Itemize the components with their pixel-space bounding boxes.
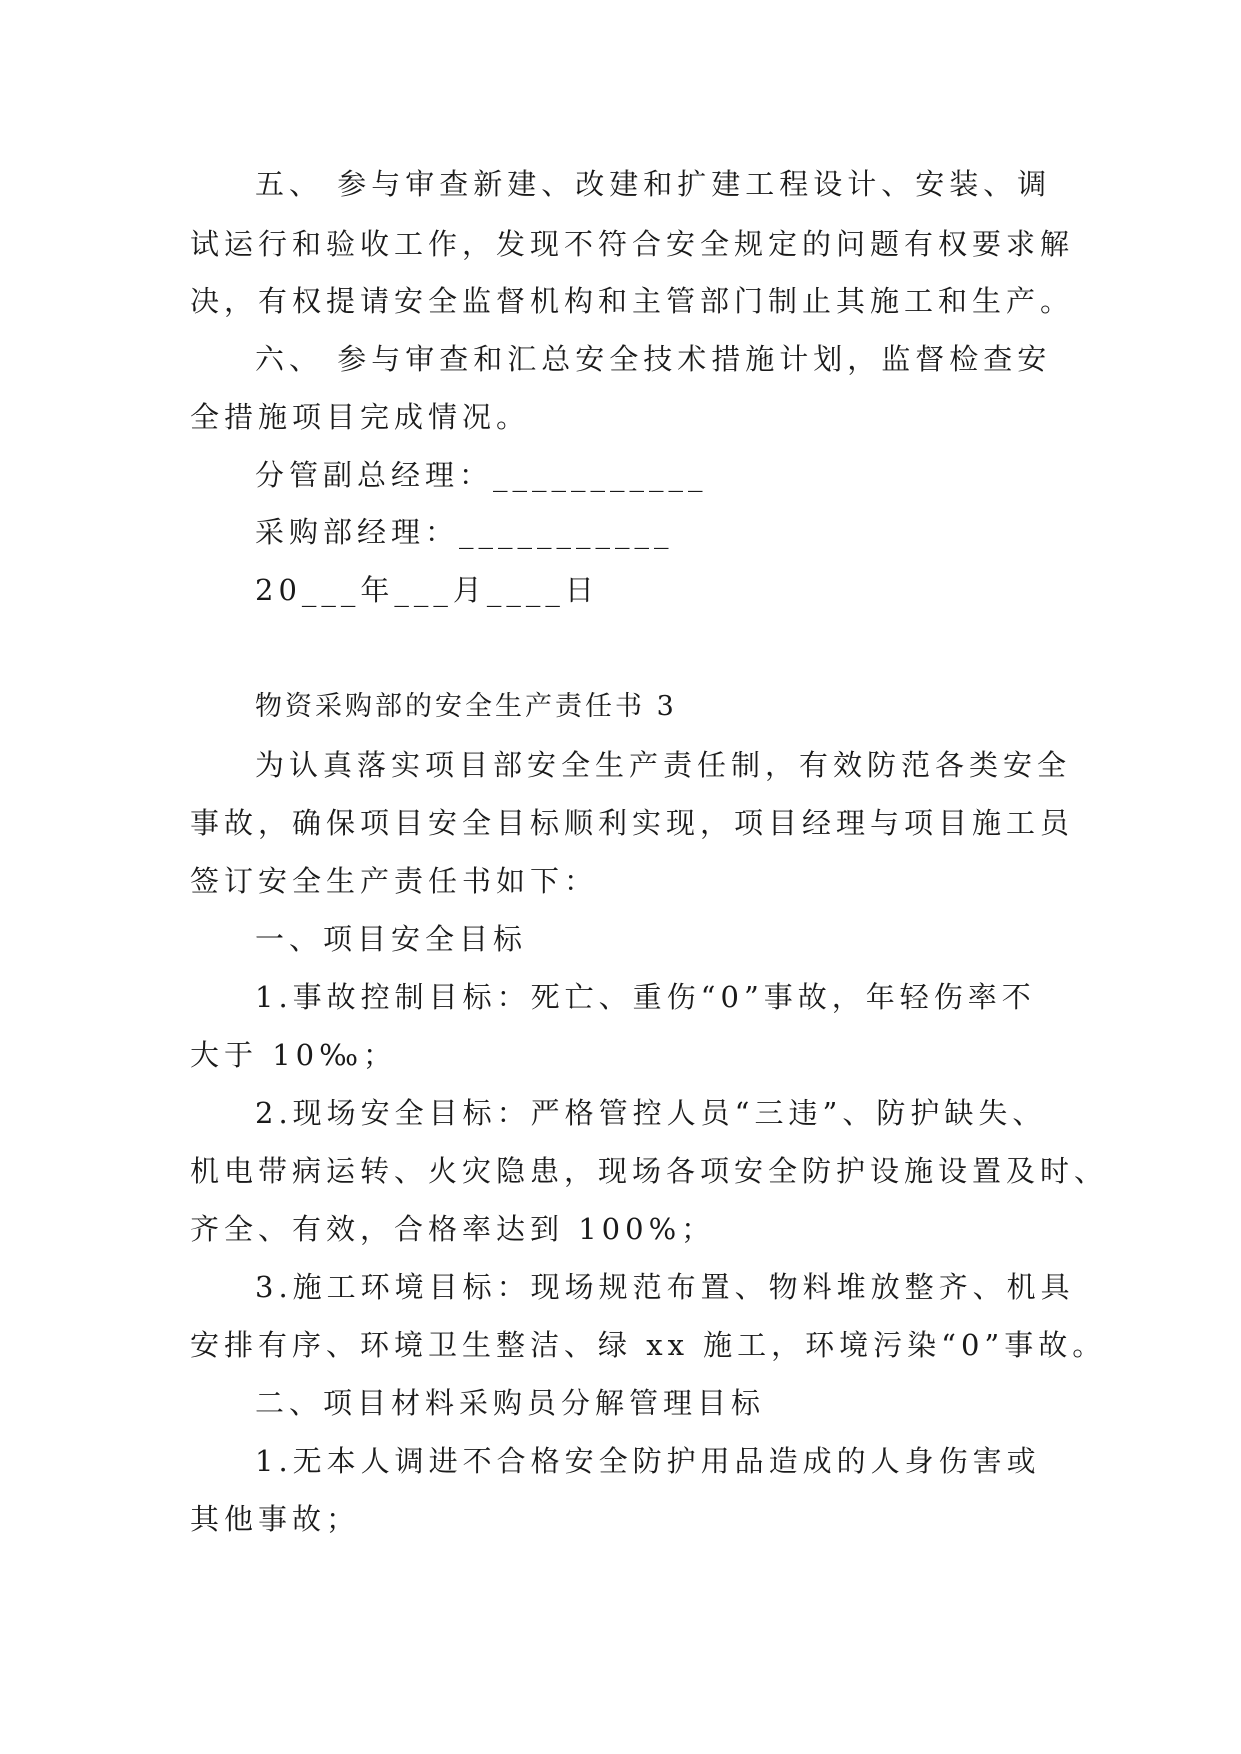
paragraph-line: 1.无本人调进不合格安全防护用品造成的人身伤害或 [255,1444,1041,1478]
paragraph-line: 决，有权提请安全监督机构和主管部门制止其施工和生产。 [190,284,1075,318]
paragraph-line: 其他事故； [190,1502,361,1536]
paragraph-line: 大于 10‰； [190,1038,398,1072]
paragraph-line: 机电带病运转、火灾隐患，现场各项安全防护设施设置及时、 [190,1154,1109,1188]
paragraph-line: 1.事故控制目标：死亡、重伤“0”事故，年轻伤率不 [255,980,1036,1014]
paragraph-line: 安排有序、环境卫生整洁、绿 xx 施工，环境污染“0”事故。 [190,1328,1107,1362]
heading-safety-goals: 一、项目安全目标 [255,922,528,956]
section-title: 物资采购部的安全生产责任书 3 [255,691,677,722]
paragraph-line: 五、 参与审查新建、改建和扩建工程设计、安装、调 [255,167,1052,201]
paragraph-line: 试运行和验收工作，发现不符合安全规定的问题有权要求解 [190,227,1075,261]
paragraph-line: 3.施工环境目标：现场规范布置、物料堆放整齐、机具 [255,1270,1075,1304]
paragraph-line: 齐全、有效，合格率达到 100%； [190,1212,716,1246]
paragraph-line: 事故，确保项目安全目标顺利实现，项目经理与项目施工员 [190,806,1075,840]
heading-purchaser-goals: 二、项目材料采购员分解管理目标 [255,1386,766,1420]
signature-line-purchasing-manager: 采购部经理：___________ [255,515,674,549]
paragraph-line: 签订安全生产责任书如下： [190,864,599,898]
paragraph-line: 为认真落实项目部安全生产责任制，有效防范各类安全 [255,748,1072,782]
paragraph-line: 全措施项目完成情况。 [190,400,531,434]
date-line: 20___年___月____日 [255,573,599,607]
paragraph-line: 六、 参与审查和汇总安全技术措施计划，监督检查安 [255,342,1052,376]
signature-line-deputy-gm: 分管副总经理：___________ [255,458,708,492]
paragraph-line: 2.现场安全目标：严格管控人员“三违”、防护缺失、 [255,1096,1047,1130]
